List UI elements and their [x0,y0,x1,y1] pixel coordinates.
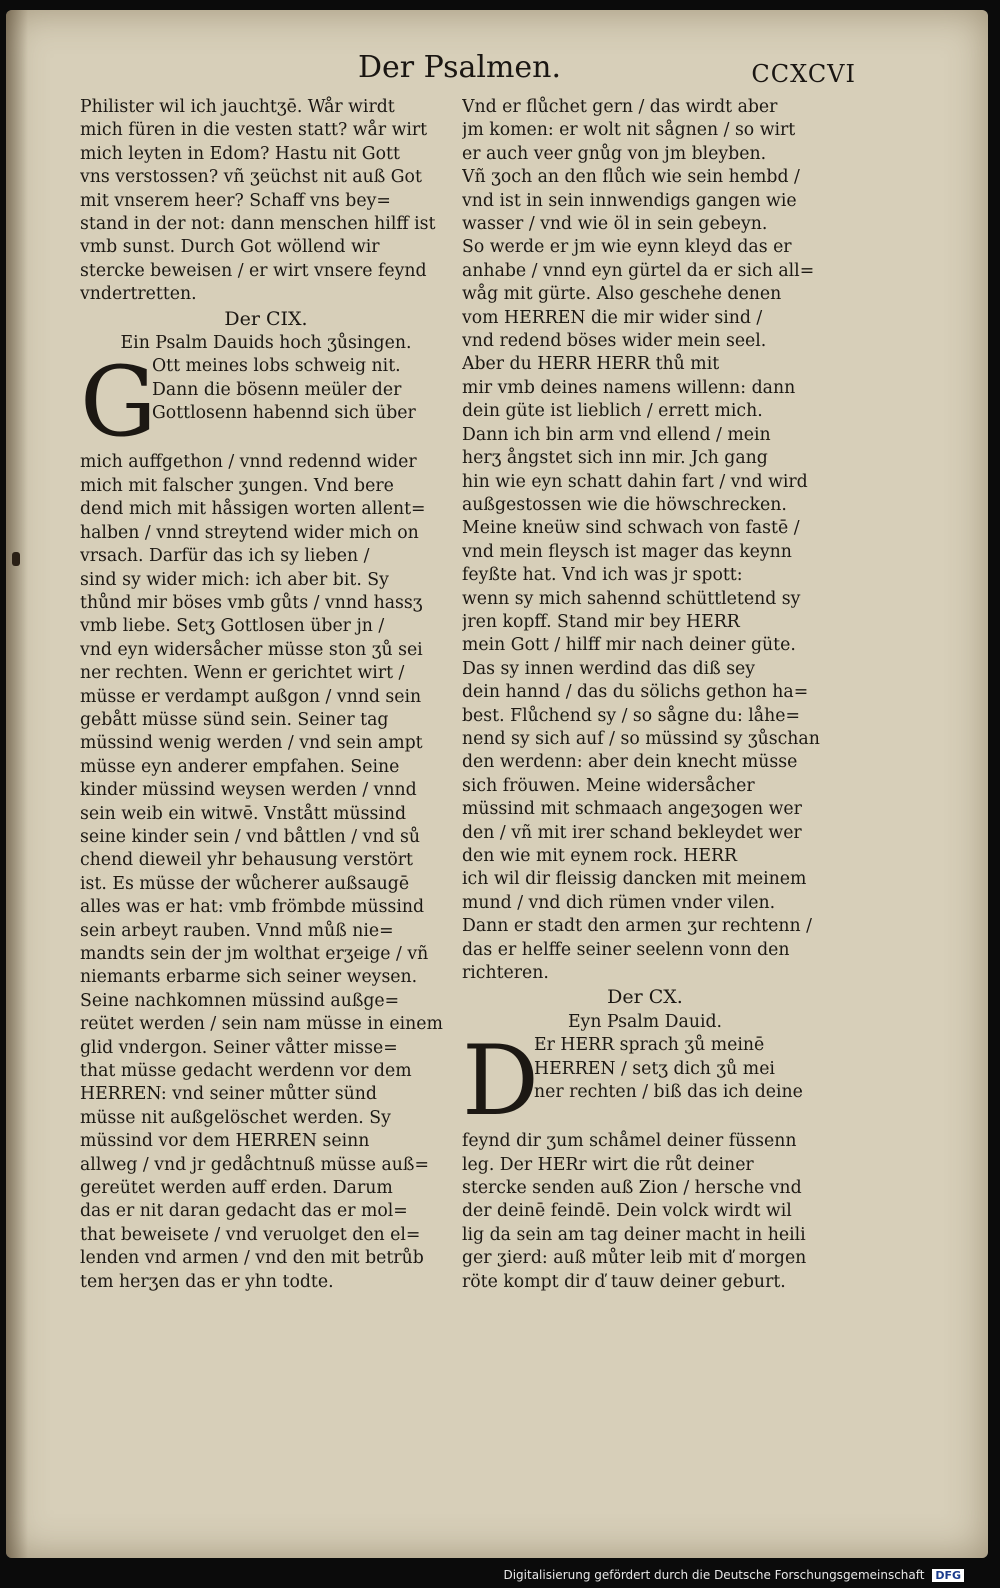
text-line: mich füren in die vesten statt? wår wirt [80,120,428,141]
text-line: vnd mein fleysch ist mager das keynn [462,541,792,562]
text-line: ner rechten / biß das ich deine [534,1082,803,1103]
text-line: halben / vnnd streytend wider mich on [80,522,419,543]
text-line: dein güte ist lieblich / errett mich. [462,401,763,422]
text-line: vrsach. Darfür das ich sy lieben / [80,546,370,567]
text-line: Dann ich bin arm vnd ellend / mein [462,424,771,445]
binding-mark [12,552,20,566]
left-body-text [80,451,452,1294]
text-line: den werdenn: aber dein knecht müsse [462,752,798,773]
text-line: ger ʒierd: auß můter leib mit ď morgen [462,1248,807,1269]
text-line: ner rechten. Wenn er gerichtet wirt / [80,663,405,684]
right-top-text [462,96,828,985]
text-line: sein arbeyt rauben. Vnnd můß nie= [80,920,394,941]
psalm-109-heading: Der CIX. [224,307,308,330]
text-line: Seine nachkomnen müssind außge= [80,990,400,1011]
text-line: das er helffe seiner seelenn vonn den [462,939,790,960]
text-line: vmb liebe. Setʒ Gottlosen über jn / [80,616,385,637]
text-line: lenden vnd armen / vnd den mit betrůb [80,1248,424,1269]
book-page [6,10,988,1558]
text-line: sich fröuwen. Meine widersåcher [462,775,755,796]
text-line: wåg mit gürte. Also geschehe denen [462,284,782,305]
text-line: mich leyten in Edom? Hastu nit Gott [80,143,400,164]
text-line: vom HERREN die mir wider sind / [462,307,763,328]
text-line: dend mich mit håssigen worten allent= [80,499,426,520]
text-line: allweg / vnd jr gedåchtnuß müsse auß= [80,1154,429,1175]
text-line: feyßte hat. Vnd ich was jr spott: [462,565,743,586]
text-line: sein weib ein witwē. Vnstått müssind [80,803,407,824]
text-line: dein hannd / das du sölichs gethon ha= [462,682,809,703]
text-line: So werde er jm wie eynn kleyd das er [462,237,792,258]
text-line: wenn sy mich sahennd schüttletend sy [462,588,801,609]
running-title: Der Psalmen. [358,50,561,85]
text-line: Meine kneüw sind schwach von fastē / [462,518,800,539]
text-line: chend dieweil yhr behausung verstört [80,850,413,871]
text-line: vns verstossen? vñ ʒeüchst nit auß Got [80,167,422,188]
text-line: Das sy innen werdind das diß sey [462,658,756,679]
text-line: müssind mit schmaach angeʒogen wer [462,799,802,820]
psalm-109-subtitle: Ein Psalm Dauids hoch ʒůsingen. [120,333,412,354]
text-line: leg. Der HERr wirt die růt deiner [462,1154,754,1175]
text-line: Dann die bösenn meüler der [152,379,402,400]
text-line: den / vñ mit irer schand bekleydet wer [462,822,802,843]
right-body-text [462,1130,828,1294]
left-top-text [80,96,452,307]
text-line: vmb sunst. Durch Got wöllend wir [80,237,380,258]
text-line: stercke senden auß Zion / hersche vnd [462,1178,802,1199]
text-line: Philister wil ich jauchtʒē. Wår wirdt [80,97,395,117]
text-line: den wie mit eynem rock. HERR [462,846,738,866]
text-line: jm komen: er wolt nit sågnen / so wirt [462,120,796,141]
digitization-credit [503,1568,964,1582]
text-line: jren kopff. Stand mir bey HERR [462,611,740,632]
text-line: müsse nit außgelöschet werden. Sy [80,1107,391,1128]
text-line: alles was er hat: vmb frömbde müssind [80,897,425,918]
text-line: mein Gott / hilff mir nach deiner güte. [462,635,796,656]
left-column [80,96,452,1294]
drop-cap-initial: D [462,1025,539,1138]
text-line: müssind wenig werden / vnd sein ampt [80,733,423,754]
text-line: röte kompt dir ď tauw deiner geburt. [462,1271,786,1292]
dfg-logo: DFG [932,1569,964,1582]
text-line: HERREN / setʒ dich ʒů mei [534,1058,775,1079]
text-line: Aber du HERR HERR thů mit [462,354,720,375]
text-line: best. Flůchend sy / so sågne du: låhe= [462,705,800,726]
psalm-110-heading: Der CX. [607,986,683,1009]
text-line: Er HERR sprach ʒů meinē [534,1035,765,1056]
psalm-109-opening [80,346,452,459]
text-line: seine kinder sein / vnd båttlen / vnd sů [80,826,421,847]
folio-number: CCXCVI [751,60,856,88]
right-column [462,96,828,1294]
text-line: der deinē feindē. Dein volck wirdt wil [462,1201,792,1222]
text-line: Ott meines lobs schweig nit. [152,356,401,377]
psalm-110-subtitle: Eyn Psalm Dauid. [567,1011,723,1032]
text-line: feynd dir ʒum schåmel deiner füssenn [462,1131,797,1152]
text-line: gereütet werden auff erden. Darum [80,1178,393,1199]
text-line: vndertretten. [80,284,197,305]
text-line: sind sy wider mich: ich aber bit. Sy [80,569,389,590]
text-line: ich wil dir fleissig dancken mit meinem [462,869,807,890]
text-line: ist. Es müsse der wůcherer außsaugē [80,873,410,894]
text-line: mir vmb deines namens willenn: dann [462,377,796,398]
text-line: Dann er stadt den armen ʒur rechtenn / [462,916,812,937]
text-line: stercke beweisen / er wirt vnsere feynd [80,260,427,281]
text-line: mund / vnd dich rümen vnder vilen. [462,892,776,913]
text-line: vnd redend böses wider mein seel. [462,331,767,352]
text-line: tem herʒen das er yhn todte. [80,1271,334,1292]
text-line: reütet werden / sein nam müsse in einem [80,1014,443,1035]
text-line: vnd ist in sein innwendigs gangen wie [462,190,797,211]
text-line: vnd eyn widersåcher müsse ston ʒů sei [80,639,423,660]
text-line: mich mit falscher ʒungen. Vnd bere [80,475,394,496]
text-line: herʒ ångstet sich inn mir. Jch gang [462,448,768,469]
text-line: außgestossen wie die höwschrecken. [462,494,787,515]
text-line: that müsse gedacht werdenn vor dem [80,1061,412,1082]
text-line: Vñ ʒoch an den flůch wie sein hembd / [462,167,800,188]
text-line: das er nit daran gedacht das er mol= [80,1201,408,1222]
text-line: niemants erbarme sich seiner weysen. [80,967,418,988]
text-line: müssind vor dem HERREN seinn [80,1131,370,1152]
text-line: Gottlosenn habennd sich über [152,403,416,424]
text-line: mandts sein der jm wolthat erʒeige / vñ [80,944,429,964]
text-line: glid vndergon. Seiner våtter misse= [80,1037,398,1058]
text-line: mich auffgethon / vnnd redennd wider [80,452,417,473]
drop-cap-initial: G [80,346,157,459]
text-line: Vnd er flůchet gern / das wirdt aber [462,97,778,117]
text-line: gebått müsse sünd sein. Seiner tag [80,709,389,730]
text-line: wasser / vnd wie öl in sein gebeyn. [462,214,768,235]
text-line: müsse eyn anderer empfahen. Seine [80,756,400,777]
text-line: lig da sein am tag deiner macht in heili [462,1224,806,1245]
psalm-110-opening [462,1025,828,1138]
text-line: hin wie eyn schatt dahin fart / vnd wird [462,471,808,492]
text-line: thůnd mir böses vmb gůts / vnnd hassʒ [80,592,423,613]
text-line: anhabe / vnnd eyn gürtel da er sich all= [462,260,815,281]
text-line: kinder müssind weysen werden / vnnd [80,780,417,801]
text-line: nend sy sich auf / so müssind sy ʒůschan [462,728,820,749]
text-line: müsse er verdampt außgon / vnnd sein [80,686,422,707]
text-line: stand in der not: dann menschen hilff ist [80,214,436,235]
text-line: that beweisete / vnd veruolget den el= [80,1224,421,1245]
credit-text: Digitalisierung gefördert durch die Deutsche Forschungsgemeinschaft [503,1568,925,1582]
text-line: HERREN: vnd seiner můtter sünd [80,1084,377,1105]
text-line: mit vnserem heer? Schaff vns bey= [80,190,391,211]
text-line: er auch veer gnůg von jm bleyben. [462,143,767,164]
text-line: richteren. [462,963,549,984]
